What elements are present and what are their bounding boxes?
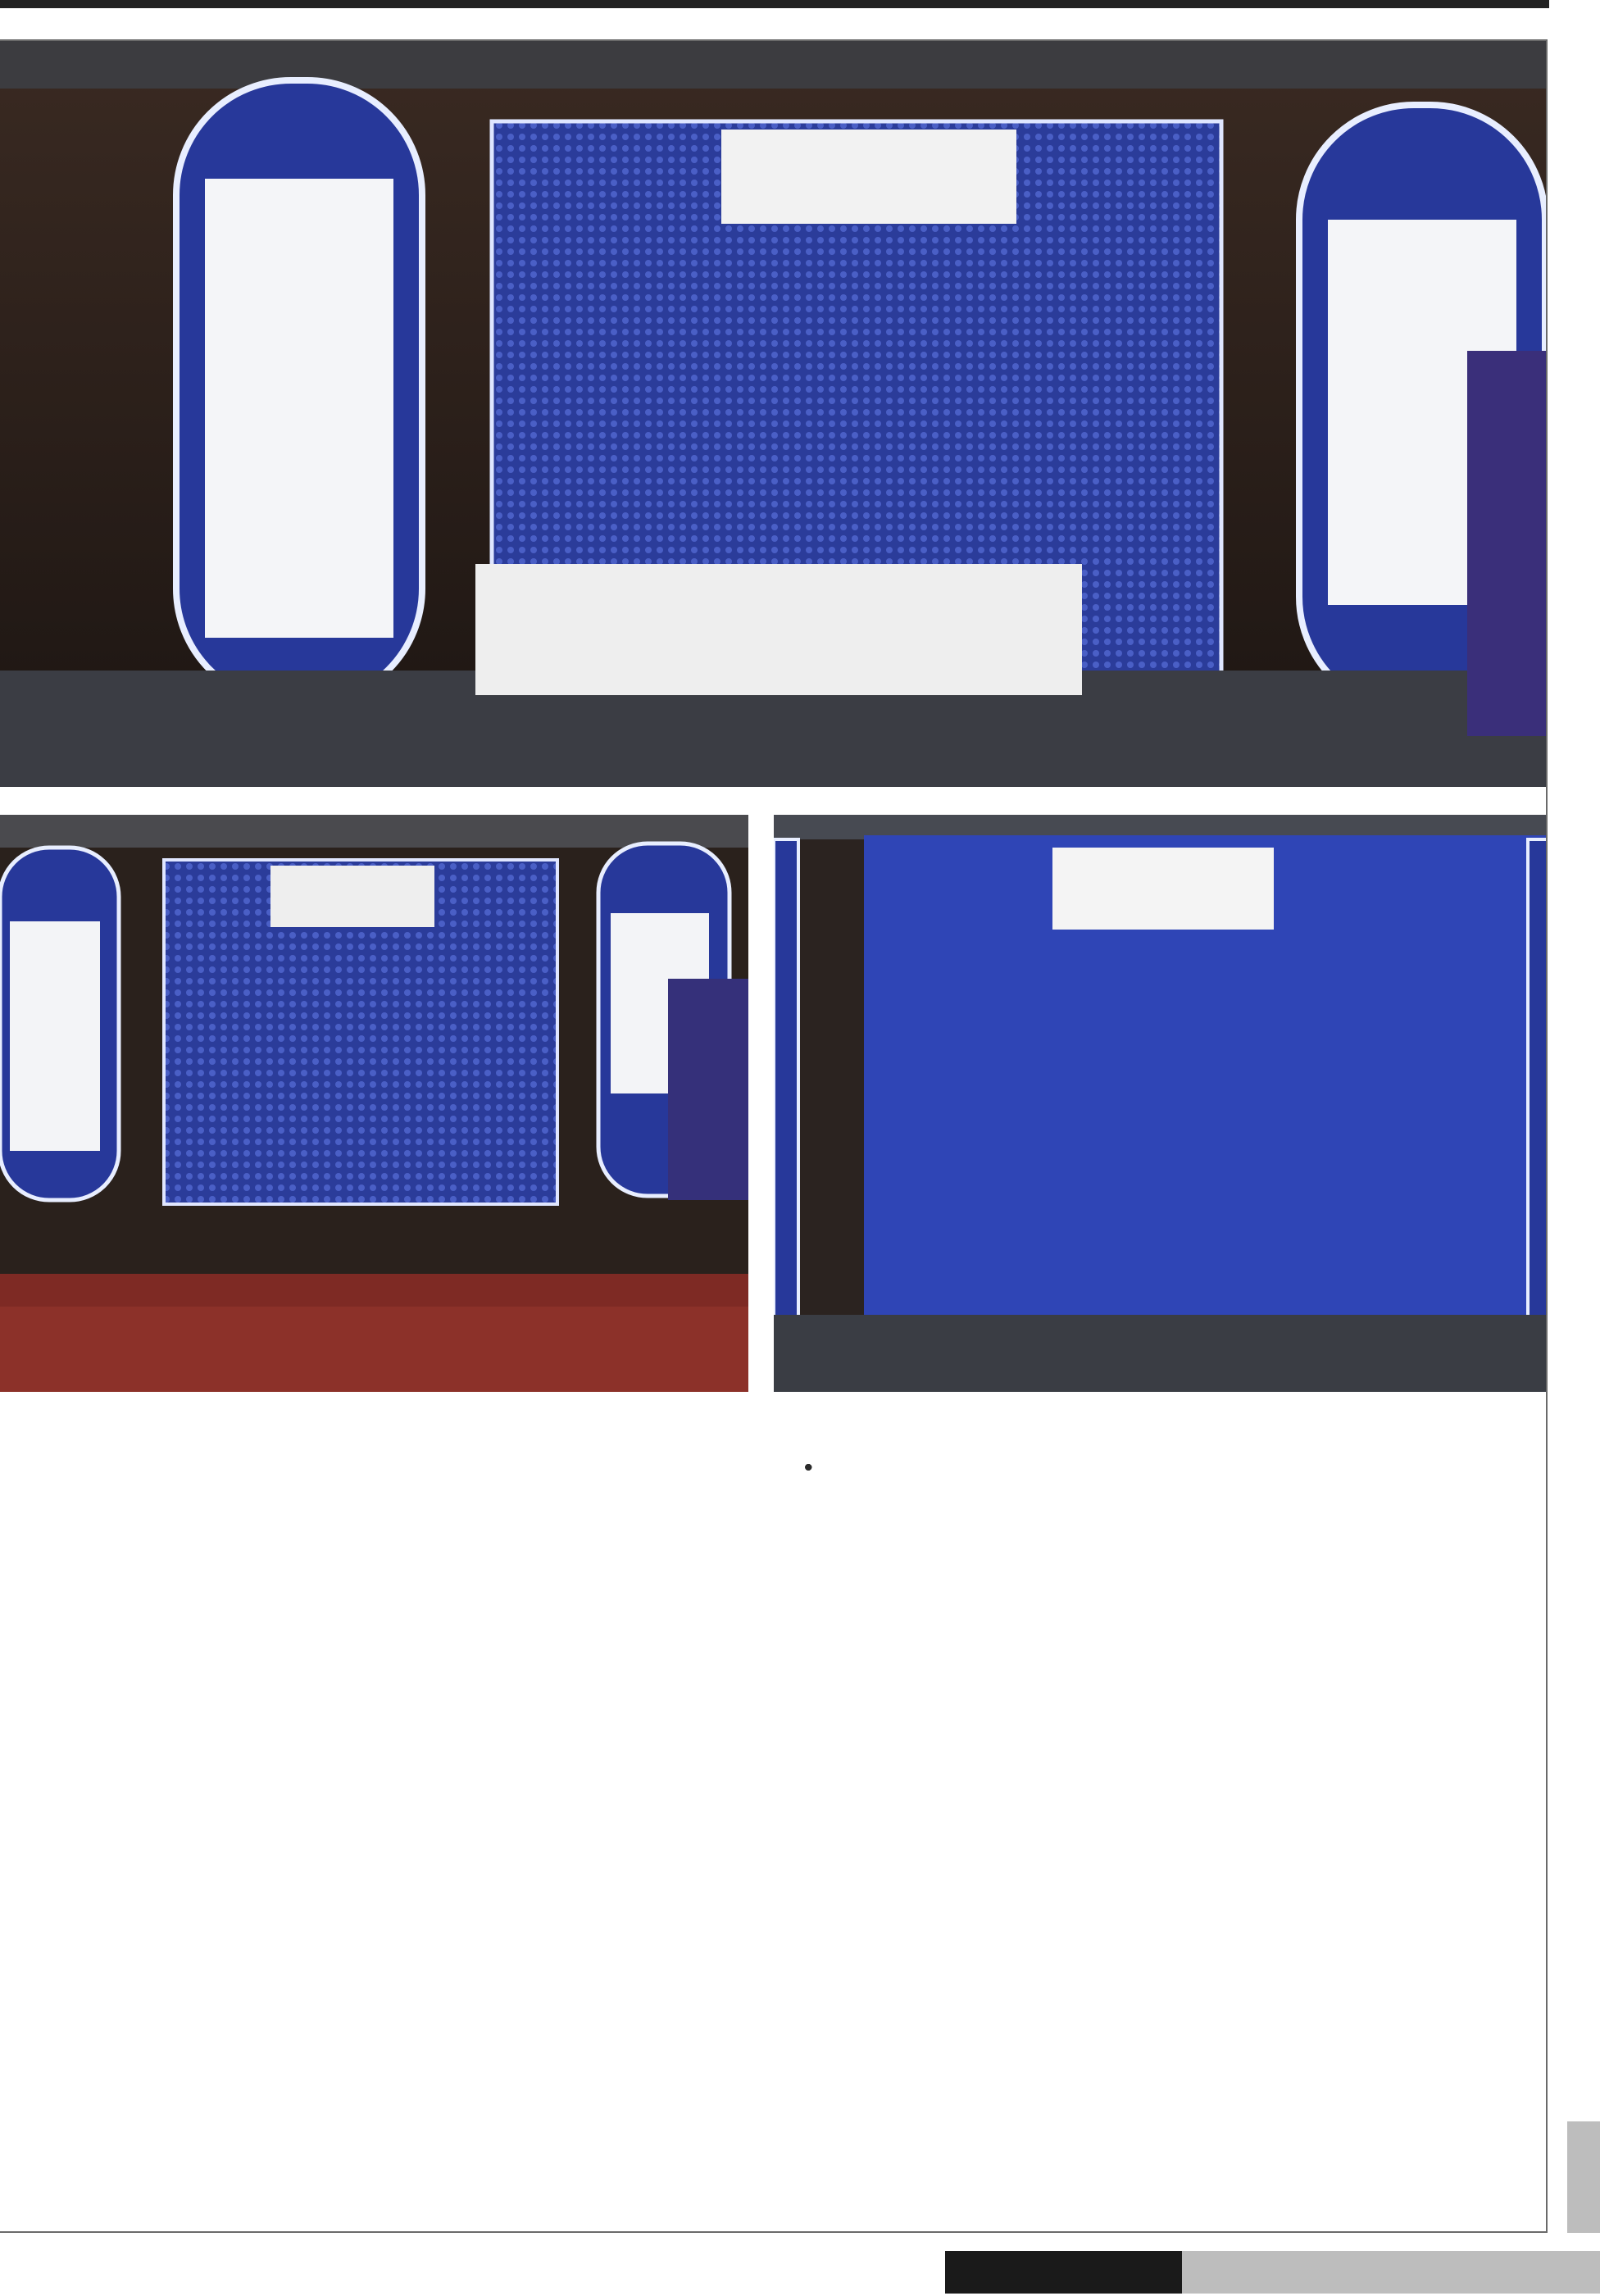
sidebar-publication-line (1569, 1502, 1598, 2092)
subscription-label (945, 2251, 1182, 2294)
page-frame (0, 39, 1548, 2233)
top-rule (0, 0, 1549, 8)
subscription-link[interactable] (1182, 2251, 1600, 2294)
article-column-left (65, 1420, 745, 1449)
page-number (1567, 2121, 1600, 2233)
article-column-right (804, 1420, 1484, 1441)
